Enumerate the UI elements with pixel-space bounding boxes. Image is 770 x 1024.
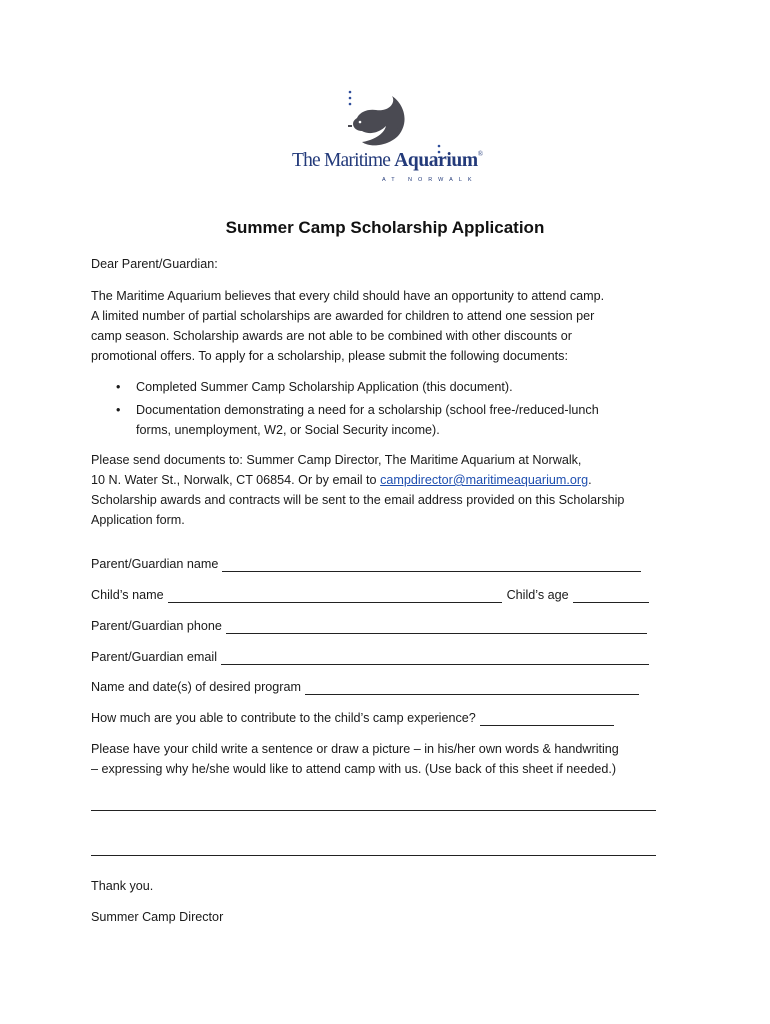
parent-name-field[interactable]: [222, 559, 641, 572]
bullet-dot: •: [116, 380, 121, 394]
child-age-label: Child’s age: [506, 588, 569, 602]
child-prompt: Please have your child write a sentence or draw a picture – in his/her own words & handwriting: [91, 742, 619, 756]
send-instructions: Please send documents to: Summer Camp Director, The Maritime Aquarium at Norwalk,: [91, 453, 582, 467]
child-name-row: [91, 587, 649, 603]
child-response-line-1[interactable]: [91, 810, 656, 811]
parent-email-field[interactable]: [221, 652, 649, 665]
send-instructions-address: 10 N. Water St., Norwalk, CT 06854. Or by email to campdirector@maritimeaquarium.org.: [91, 473, 592, 487]
parent-phone-field[interactable]: [226, 621, 647, 634]
bullet-item-continued: forms, unemployment, W2, or Social Security income).: [136, 423, 440, 437]
contribution-field[interactable]: [480, 713, 614, 726]
program-row: [91, 679, 639, 695]
bullet-dot: •: [116, 403, 121, 417]
page-title: Summer Camp Scholarship Application: [225, 218, 545, 237]
contribution-label: How much are you able to contribute to the child’s camp experience?: [91, 711, 476, 725]
maritime-aquarium-logo: [292, 88, 482, 188]
send-instructions: Application form.: [91, 513, 185, 527]
child-age-field[interactable]: [573, 590, 649, 603]
program-field[interactable]: [305, 682, 639, 695]
email-link[interactable]: campdirector@maritimeaquarium.org: [380, 473, 589, 487]
intro-line: A limited number of partial scholarships are awarded for children to attend one session per: [91, 309, 595, 323]
bullet-item: Completed Summer Camp Scholarship Application (this document).: [136, 380, 513, 394]
greeting: Dear Parent/Guardian:: [91, 257, 218, 271]
child-response-line-2[interactable]: [91, 855, 656, 856]
parent-name-row: [91, 556, 641, 572]
parent-phone-row: [91, 618, 647, 634]
closing-thanks: Thank you.: [91, 879, 154, 893]
intro-line: The Maritime Aquarium believes that every child should have an opportunity to attend camp.: [91, 289, 605, 303]
parent-email-row: [91, 649, 649, 665]
child-name-label: Child’s name: [91, 588, 164, 602]
contribution-row: [91, 710, 614, 726]
parent-name-label: Parent/Guardian name: [91, 557, 219, 571]
child-name-field[interactable]: [168, 590, 502, 603]
intro-line: promotional offers. To apply for a scholarship, please submit the following documents:: [91, 349, 568, 363]
child-prompt: – expressing why he/she would like to attend camp with us. (Use back of this sheet if needed.): [91, 762, 617, 776]
parent-email-label: Parent/Guardian email: [91, 650, 218, 664]
logo-subtitle: AT NORWALK: [382, 177, 478, 183]
send-instructions: Scholarship awards and contracts will be sent to the email address provided on this Scholarship: [91, 493, 625, 507]
program-label: Name and date(s) of desired program: [91, 680, 301, 694]
bullet-item: Documentation demonstrating a need for a scholarship (school free-/reduced-lunch: [136, 403, 599, 417]
intro-line: camp season. Scholarship awards are not able to be combined with other discounts or: [91, 329, 572, 343]
closing-signature: Summer Camp Director: [91, 910, 224, 924]
logo-brand-text: The Maritime Aquarium®: [292, 150, 483, 171]
parent-phone-label: Parent/Guardian phone: [91, 619, 222, 633]
seal-icon: [292, 88, 482, 158]
